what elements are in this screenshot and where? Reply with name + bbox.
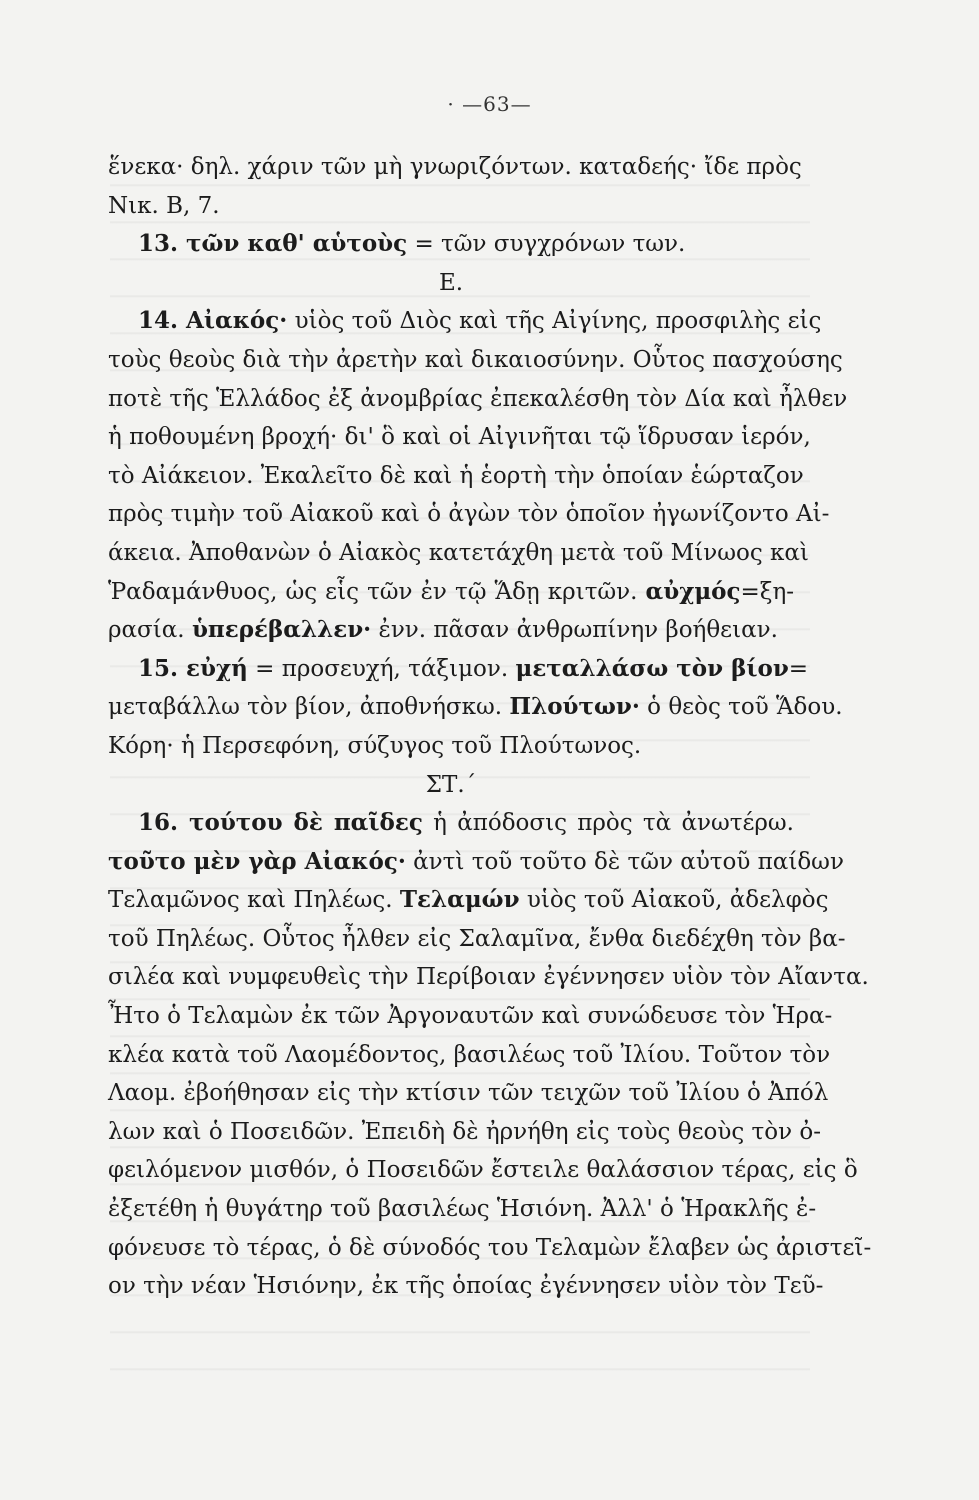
text-segment: ἕνεκα· bbox=[108, 154, 184, 180]
text-segment: Κόρη· bbox=[108, 732, 174, 759]
text-line bbox=[108, 148, 802, 187]
text-segment: ἡ ποθουμένη βροχή· δι' ὃ καὶ οἱ Αἰγινῆται τῷ ἵδρυσαν ἱερόν, bbox=[108, 424, 811, 451]
text-segment: τὸ Αἰάκειον. Ἐκαλεῖτο δὲ καὶ ἡ ἑορτὴ τὴν ὁποίαν ἑώρταζον bbox=[108, 462, 804, 489]
text-segment: Ε. bbox=[438, 269, 464, 296]
bold-term: Τελαμών bbox=[399, 886, 520, 914]
bold-term: αὐχμός bbox=[645, 577, 741, 605]
text-segment: άκεια. Ἀποθανὼν ὁ Αἰακὸς κατετάχθη μετὰ τοῦ Μίνωος καὶ bbox=[108, 539, 809, 566]
text-line bbox=[108, 457, 804, 496]
text-segment: = προσευχή, τάξιμον. bbox=[247, 655, 516, 682]
text-segment: Νικ. Β, 7. bbox=[108, 192, 220, 219]
text-segment: τοὺς θεοὺς διὰ τὴν ἀρετὴν καὶ δικαιοσύνην. Οὗτος πασχούσης bbox=[108, 346, 843, 373]
text-segment: ον τὴν νέαν Ἡσιόνην, ἐκ τῆς ὁποίας ἐγέννησεν υἱὸν τὸν Τεῦ- bbox=[108, 1273, 824, 1300]
text-segment: ἡ ἀπόδοσις πρὸς τὰ ἀνωτέρω. bbox=[422, 810, 794, 837]
text-line bbox=[108, 225, 794, 264]
bold-term: τούτου δὲ παῖδες bbox=[189, 809, 423, 837]
text-line bbox=[108, 997, 833, 1036]
text-line bbox=[108, 727, 794, 766]
text-segment: σιλέα καὶ νυμφευθεὶς τὴν Περίβοιαν ἐγέννησεν υἱὸν τὸν Αἴαντα. bbox=[108, 964, 869, 991]
text-line bbox=[108, 804, 794, 843]
text-line bbox=[108, 264, 794, 303]
bold-term: τῶν καθ' αὑτοὺς bbox=[186, 230, 408, 258]
text-line bbox=[108, 1151, 858, 1190]
text-segment: ΣΤ.΄ bbox=[425, 771, 477, 798]
text-segment: κλέα κατὰ τοῦ Λαομέδοντος, βασιλέως τοῦ Ἰλίου. Τοῦτον τὸν bbox=[108, 1041, 831, 1068]
text-line bbox=[108, 1267, 824, 1306]
text-line bbox=[108, 534, 809, 573]
text-segment: Λαομ. ἐβοήθησαν εἰς τὴν κτίσιν τῶν τειχῶν τοῦ Ἰλίου ὁ Ἀπόλ bbox=[108, 1080, 829, 1107]
bold-term: τοῦτο μὲν γὰρ Αἰακός· bbox=[108, 847, 406, 875]
text-segment: Ῥαδαμάνθυος, ὡς εἷς τῶν ἐν τῷ Ἅδῃ κριτῶν. bbox=[108, 578, 646, 605]
text-segment: καταδεής· bbox=[579, 154, 698, 180]
text-line bbox=[108, 380, 848, 419]
text-segment: ἴδε πρὸς bbox=[697, 154, 802, 180]
text-segment: τοῦ Πηλέως. Οὗτος ἦλθεν εἰς Σαλαμῖνα, ἔνθα διεδέχθη τὸν βα- bbox=[108, 925, 846, 952]
text-segment: ἀντὶ τοῦ τοῦτο δὲ τῶν αὐτοῦ παίδων bbox=[405, 848, 844, 875]
text-segment: Ἦτο ὁ Τελαμὼν ἐκ τῶν Ἀργοναυτῶν καὶ συνώδευσε τὸν Ἡρα- bbox=[108, 1003, 833, 1030]
text-line bbox=[108, 1190, 817, 1229]
text-line bbox=[108, 920, 846, 959]
text-line bbox=[108, 573, 794, 612]
text-segment: πρὸς τιμὴν τοῦ Αἰακοῦ καὶ ὁ ἀγὼν τὸν ὁποῖον ἠγωνίζοντο Αἰ- bbox=[108, 501, 830, 528]
text-segment: υἱὸς τοῦ Αἰακοῦ, ἀδελφὸς bbox=[519, 887, 829, 914]
text-line bbox=[108, 495, 830, 534]
text-line bbox=[108, 1074, 829, 1113]
bold-term: ὑπερέβαλλεν· bbox=[191, 616, 372, 644]
text-line bbox=[108, 187, 794, 226]
bold-term: Πλούτων· bbox=[509, 693, 640, 721]
text-line bbox=[108, 650, 809, 689]
text-segment: ἐνν. πᾶσαν ἀνθρωπίνην βοήθειαν. bbox=[371, 617, 778, 644]
text-line bbox=[108, 1229, 872, 1268]
text-line bbox=[108, 766, 794, 805]
text-segment: = bbox=[788, 655, 809, 682]
text-segment: δηλ. χάριν τῶν μὴ γνωριζόντων. bbox=[183, 154, 580, 180]
text-line bbox=[108, 418, 811, 457]
bold-term: 13. bbox=[138, 230, 187, 258]
text-line bbox=[108, 341, 843, 380]
text-segment: ὁ θεὸς τοῦ Ἅδου. bbox=[639, 694, 843, 721]
bold-term: εὐχή bbox=[186, 654, 248, 682]
text-line bbox=[108, 1036, 831, 1075]
text-segment: λων καὶ ὁ Ποσειδῶν. Ἐπειδὴ δὲ ἠρνήθη εἰς τοὺς θεοὺς τὸν ὀ- bbox=[108, 1118, 822, 1145]
page-number: · —63— bbox=[447, 92, 532, 116]
text-segment: Τελαμῶνος καὶ Πηλέως. bbox=[108, 887, 400, 914]
body-text bbox=[108, 148, 872, 1306]
text-line bbox=[108, 611, 794, 650]
bold-term: μεταλλάσω τὸν βίον bbox=[515, 654, 789, 682]
text-line bbox=[108, 688, 843, 727]
text-line bbox=[108, 1113, 822, 1152]
text-segment: φειλόμενον μισθόν, ὁ Ποσειδῶν ἔστειλε θαλάσσιον τέρας, εἰς ὃ bbox=[108, 1157, 858, 1184]
text-segment: υἱὸς τοῦ Διὸς καὶ τῆς Αἰγίνης, προσφιλὴς εἰς bbox=[287, 308, 822, 335]
text-line bbox=[108, 302, 822, 341]
text-segment: μεταβάλλω τὸν βίον, ἀποθνήσκω. bbox=[108, 694, 510, 721]
bold-term: 15. bbox=[138, 654, 187, 682]
text-segment: =ξη- bbox=[740, 578, 794, 605]
text-line bbox=[108, 958, 869, 997]
text-segment: ρασία. bbox=[108, 617, 192, 644]
text-segment: ποτὲ τῆς Ἑλλάδος ἐξ ἀνομβρίας ἐπεκαλέσθη τὸν Δία καὶ ἦλθεν bbox=[108, 385, 848, 412]
text-segment: ἡ Περσεφόνη, σύζυγος τοῦ Πλούτωνος. bbox=[173, 732, 642, 759]
text-line bbox=[108, 881, 829, 920]
text-line bbox=[108, 843, 844, 882]
bold-term: 16. bbox=[138, 809, 189, 837]
bold-term: 14. Αἰακός· bbox=[138, 307, 288, 335]
text-segment: φόνευσε τὸ τέρας, ὁ δὲ σύνοδός του Τελαμὼν ἔλαβεν ὡς ἀριστεῖ- bbox=[108, 1234, 872, 1261]
text-segment: = τῶν συγχρόνων των. bbox=[407, 231, 686, 258]
text-segment: ἐξετέθη ἡ θυγάτηρ τοῦ βασιλέως Ἡσιόνη. Ἀλλ' ὁ Ἡρακλῆς ἐ- bbox=[108, 1196, 817, 1223]
